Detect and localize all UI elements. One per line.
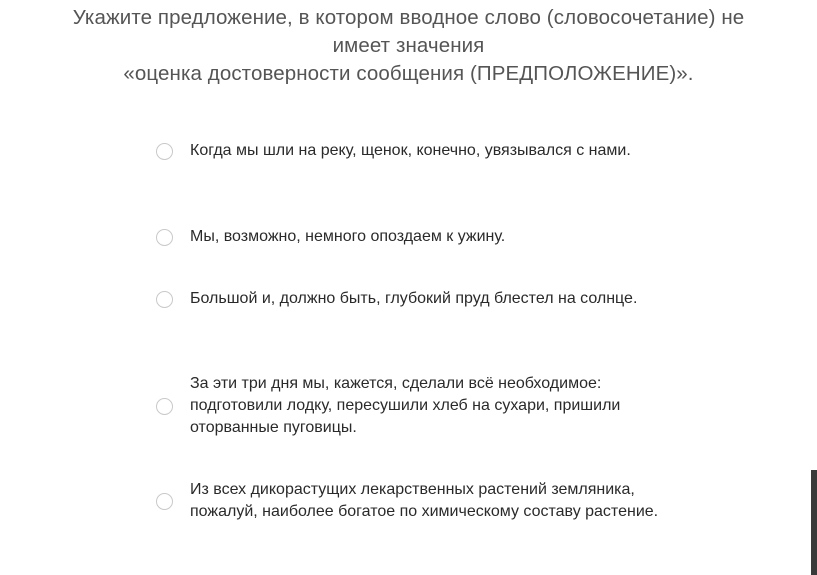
scrollbar[interactable]: [811, 470, 817, 575]
question-line-1: Укажите предложение, в котором вводное слово (словосочетание) не: [72, 6, 745, 29]
radio-button-2[interactable]: [156, 229, 173, 246]
answer-option-label: Мы, возможно, немного опоздаем к ужину.: [190, 228, 506, 245]
answer-option-5[interactable]: [156, 479, 696, 523]
answer-option-4[interactable]: [156, 373, 696, 439]
radio-button-4[interactable]: [156, 398, 173, 415]
radio-button-1[interactable]: [156, 143, 173, 160]
radio-button-3[interactable]: [156, 291, 173, 308]
answer-option-label: Большой и, должно быть, глубокий пруд блестел на солнце.: [190, 290, 638, 307]
answer-option-3[interactable]: [156, 288, 696, 310]
answer-option-label: Из всех дикорастущих лекарственных растений земляника, пожалуй, наиболее богатое по химическому составу растение.: [190, 481, 659, 520]
answer-option-2[interactable]: [156, 226, 696, 248]
answer-option-1[interactable]: [156, 140, 696, 162]
radio-button-5[interactable]: [156, 493, 173, 510]
question-line-2: имеет значения: [332, 34, 485, 57]
answer-option-label: За эти три дня мы, кажется, сделали всё необходимое: подготовили лодку, пересушили хлеб на сухари, пришили оторванные пуговицы.: [190, 375, 621, 436]
question-line-3: «оценка достоверности сообщения (ПРЕДПОЛОЖЕНИЕ)».: [123, 62, 694, 85]
answer-option-label: Когда мы шли на реку, щенок, конечно, увязывался с нами.: [190, 142, 631, 159]
